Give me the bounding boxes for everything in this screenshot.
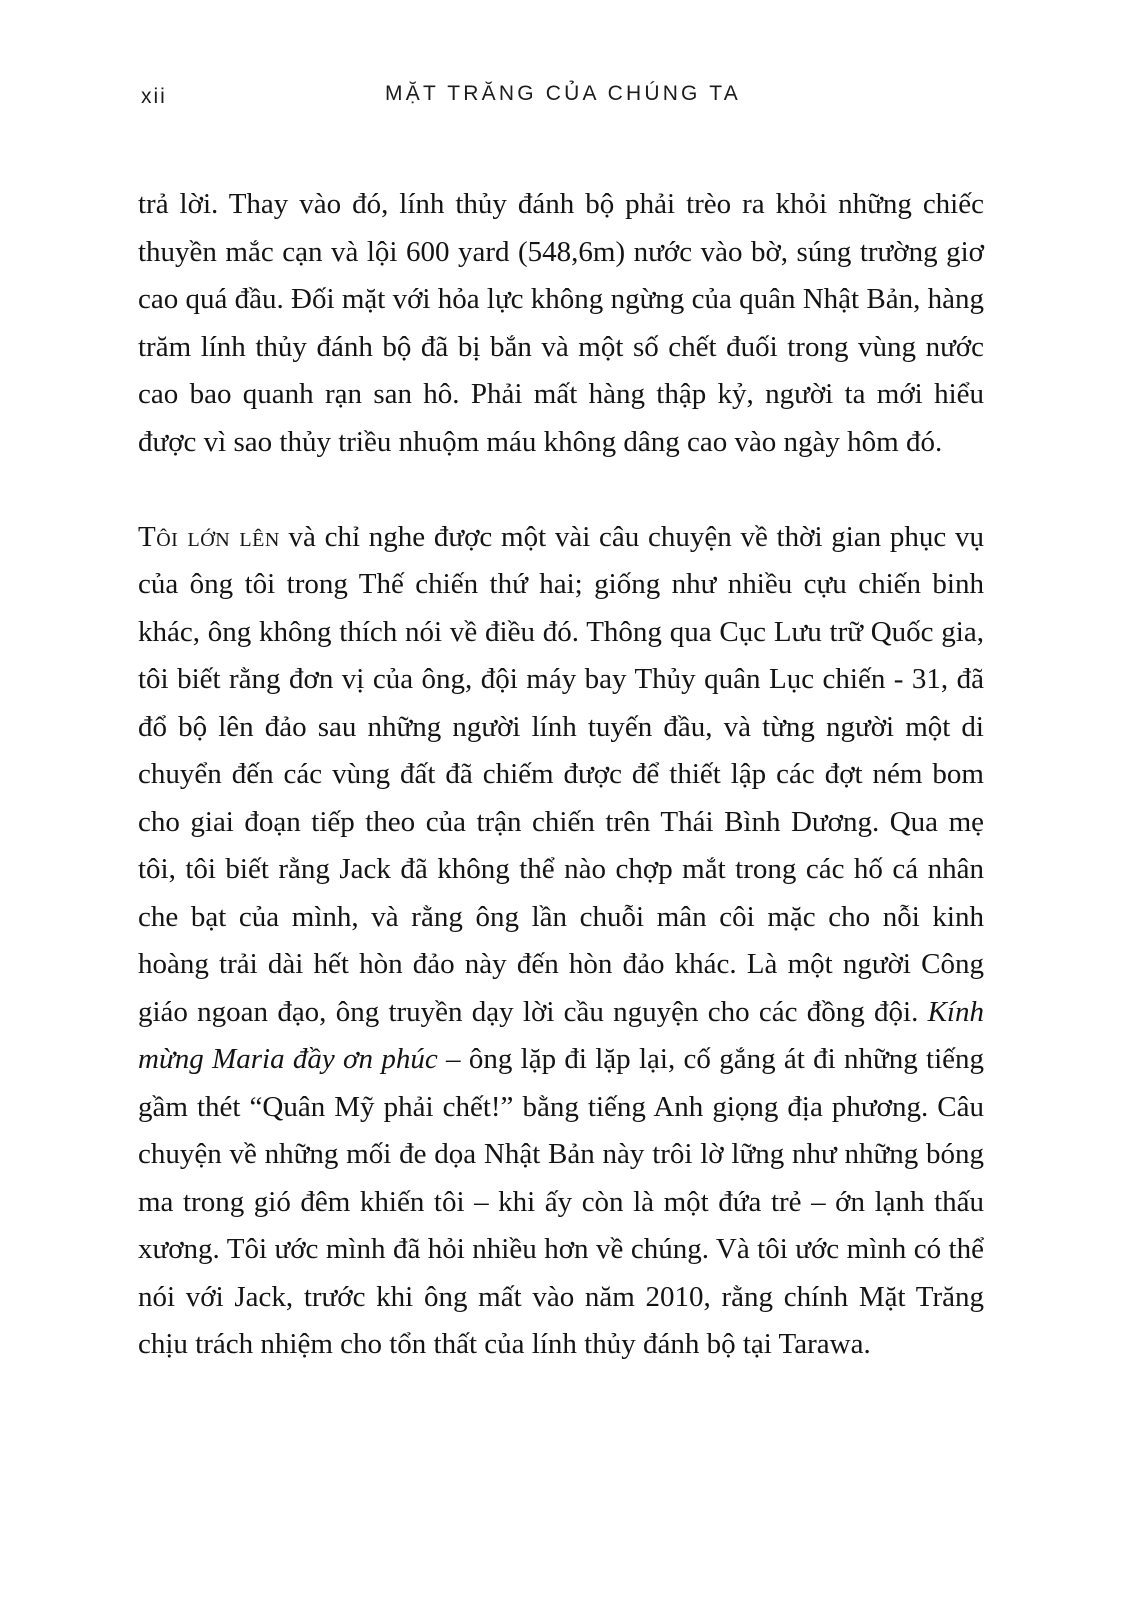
paragraph-1 bbox=[138, 181, 984, 466]
page-number: xii bbox=[141, 85, 167, 108]
body-text bbox=[138, 181, 984, 1369]
running-title: MẶT TRĂNG CỦA CHÚNG TA bbox=[385, 82, 741, 105]
text-segment-normal: trả lời. Thay vào đó, lính thủy đánh bộ phải trèo ra khỏi những chiếc thuyền mắc cạn và lội 600 yard (548,6m) nước vào bờ, súng trường giơ cao quá đầu. Đối mặt với hỏa lực không ngừng của quân Nhật Bản, hàng trăm lính thủy đánh bộ đã bị bắn và một số chết đuối trong vùng nước cao bao quanh rạn san hô. Phải mất hàng thập kỷ, người ta mới hiểu được vì sao thủy triều nhuộm máu không dâng cao vào ngày hôm đó. bbox=[138, 188, 984, 458]
page-header bbox=[0, 82, 1126, 114]
text-segment-small-caps: Tôi lớn lên bbox=[138, 520, 280, 553]
text-segment-normal: – ông lặp đi lặp lại, cố gắng át đi những tiếng gầm thét “Quân Mỹ phải chết!” bằng tiếng Anh giọng địa phương. Câu chuyện về những mối đe dọa Nhật Bản này trôi lờ lững như những bóng ma trong gió đêm khiến tôi – khi ấy còn là một đứa trẻ – ớn lạnh thấu xương. Tôi ước mình đã hỏi nhiều hơn về chúng. Và tôi ước mình có thể nói với Jack, trước khi ông mất vào năm 2010, rằng chính Mặt Trăng chịu trách nhiệm cho tổn thất của lính thủy đánh bộ tại Tarawa. bbox=[138, 1043, 984, 1360]
text-segment-normal: và chỉ nghe được một vài câu chuyện về thời gian phục vụ của ông tôi trong Thế chiến thứ hai; giống như nhiều cựu chiến binh khác, ông không thích nói về điều đó. Thông qua Cục Lưu trữ Quốc gia, tôi biết rằng đơn vị của ông, đội máy bay Thủy quân Lục chiến - 31, đã đổ bộ lên đảo sau những người lính tuyến đầu, và từng người một di chuyển đến các vùng đất đã chiếm được để thiết lập các đợt ném bom cho giai đoạn tiếp theo của trận chiến trên Thái Bình Dương. Qua mẹ tôi, tôi biết rằng Jack đã không thể nào chợp mắt trong các hố cá nhân che bạt của mình, và rằng ông lần chuỗi mân côi mặc cho nỗi kinh hoàng trải dài hết hòn đảo này đến hòn đảo khác. Là một người Công giáo ngoan đạo, ông truyền dạy lời cầu nguyện cho các đồng đội. bbox=[138, 520, 984, 1028]
text-segment-italic: Kính mừng Maria đầy ơn phúc bbox=[138, 995, 984, 1075]
paragraph-2 bbox=[138, 514, 984, 1369]
